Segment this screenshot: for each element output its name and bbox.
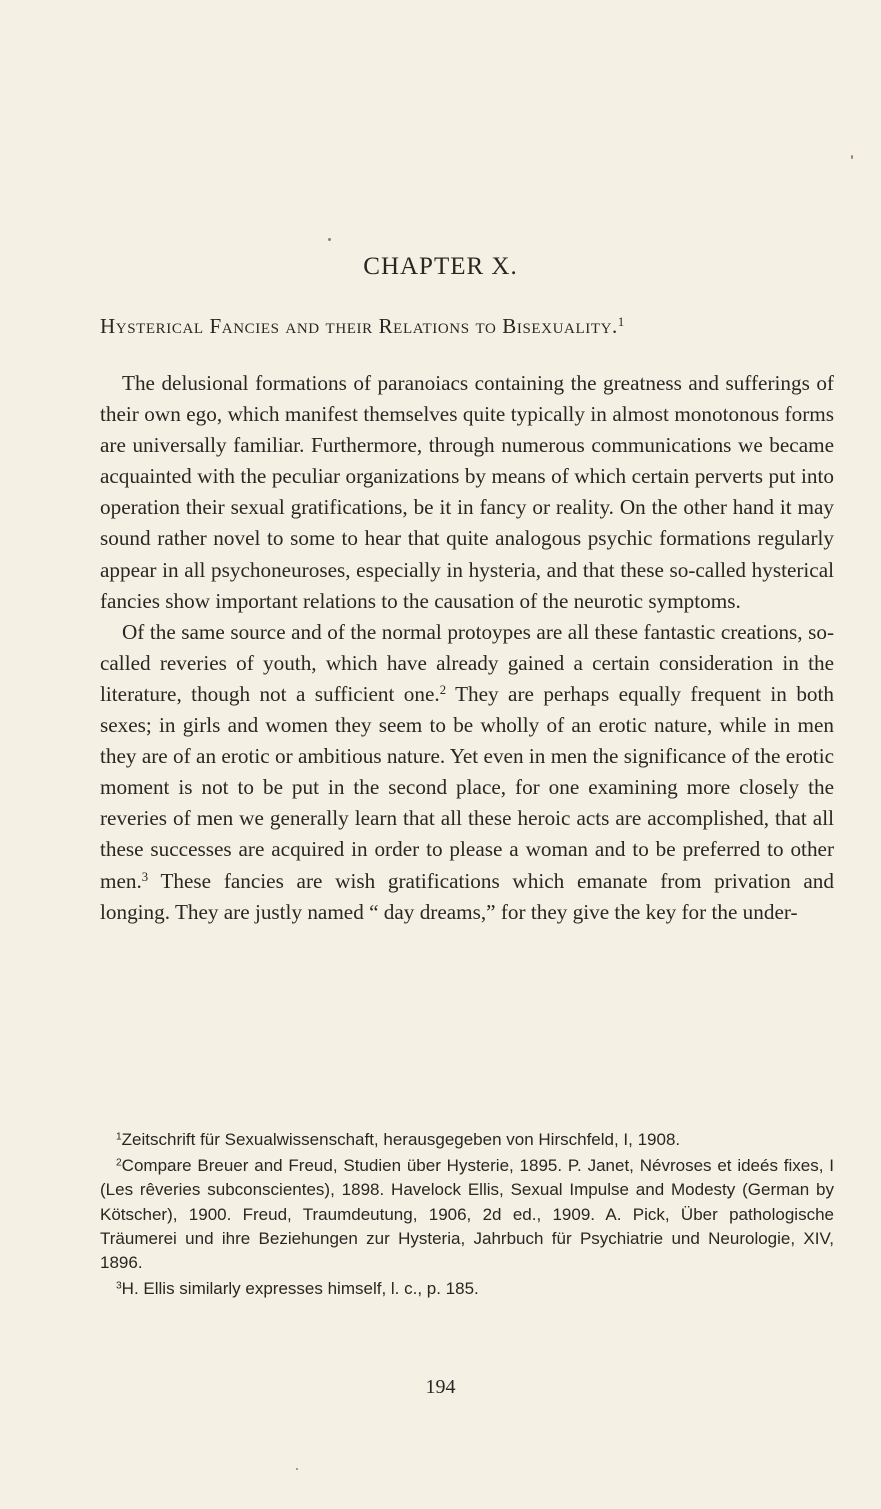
paragraph-2-part-a: Of the same source and of the normal protoypes are all these fantastic creations, so-called reveries of youth, which have already gained a certain consideration in the literature, though not a sufficient one. [100, 619, 834, 706]
footnote-1-mark: 1 [116, 1131, 122, 1143]
footnote-3 [100, 1277, 834, 1301]
footnotes [100, 1128, 834, 1303]
footnote-2-text: Compare Breuer and Freud, Studien über Hysterie, 1895. P. Janet, Névroses et ideés fixes, I (Les rêveries subconscientes), 1898. Havelock Ellis, Sexual Impulse and Modesty (German by Kötscher), 1900. Freud, Traumdeutung, 1906, 2d ed., 1909. A. Pick, Über pathologische Träumerei und ihre Beziehungen zur Hysteria, Jahrbuch für Psychiatrie und Neurologie, XIV, 1896. [100, 1156, 834, 1273]
footnote-1-text: Zeitschrift für Sexualwissenschaft, herausgegeben von Hirschfeld, I, 1908. [121, 1130, 681, 1149]
chapter-title: CHAPTER X. [363, 253, 518, 280]
paragraph-1: The delusional formations of paranoiacs containing the greatness and sufferings of their own ego, which manifest themselves quite typically in almost monotonous forms are universally familiar. Furthermore, through numerous communications we became acquainted with the peculiar organizations by means of which certain perverts put into operation their sexual gratifications, be it in fancy or reality. On the other hand it may sound rather novel to some to hear that quite analogous psychic formations regularly appear in all psychoneuroses, especially in hysteria, and that these so-called hysterical fancies show important relations to the causation of the neurotic symptoms. [100, 371, 834, 613]
paragraph-2-part-b: They are perhaps equally frequent in both sexes; in girls and women they seem to be wholly of an erotic nature, while in men they are of an erotic or ambitious nature. Yet even in men the significance of the erotic moment is not to be put in the second place, for one examining more closely the reveries of men we generally learn that all these heroic acts are accomplished, that all these successes are acquired in order to please a woman and to be preferred to other men. [100, 681, 834, 893]
paper-speck [328, 238, 331, 241]
body-text [100, 368, 834, 928]
section-footnote-ref: 1 [617, 315, 625, 330]
footnote-1 [100, 1128, 834, 1152]
paper-speck [851, 155, 853, 159]
footnote-2-mark: 2 [116, 1157, 122, 1169]
paper-speck [296, 1468, 298, 1470]
section-title-text: Hysterical Fancies and their Relations to Bisexuality. [100, 314, 618, 338]
paragraph-2-part-c: These fancies are wish gratifications which emanate from privation and longing. They are justly named “ day dreams,” for they give the key for the under- [100, 868, 834, 924]
footnote-2 [100, 1154, 834, 1275]
footnote-ref-2: 2 [439, 682, 447, 697]
section-title [100, 314, 836, 339]
footnote-ref-3: 3 [141, 869, 149, 884]
footnote-3-mark: 3 [116, 1280, 122, 1292]
page-number: 194 [425, 1376, 456, 1398]
paragraph-2 [100, 617, 834, 928]
footnote-3-text: H. Ellis similarly expresses himself, l. c., p. 185. [121, 1279, 479, 1299]
